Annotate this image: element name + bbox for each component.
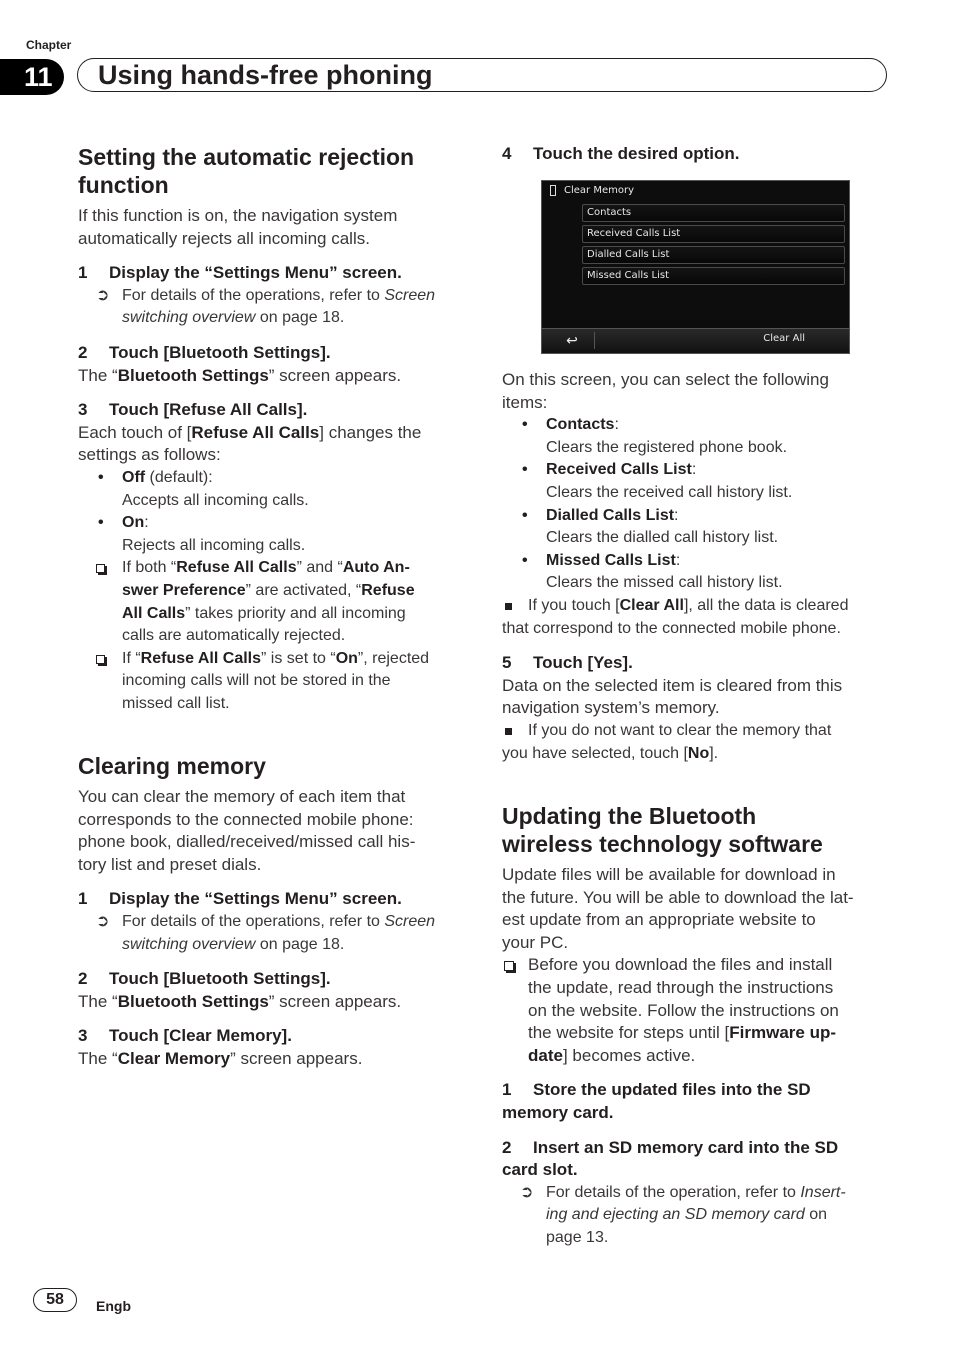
note-clear-all: If you touch [Clear All], all the data is cleared that correspond to the connected mobile phone. bbox=[502, 596, 849, 637]
option-on: • On: Rejects all incoming calls. bbox=[98, 514, 306, 554]
options-description bbox=[502, 369, 892, 765]
chapter-title: Using hands-free phoning bbox=[77, 58, 887, 92]
arrow-icon: ➲ bbox=[96, 286, 110, 304]
section-title: Updating the Bluetooth wireless technology software bbox=[502, 803, 823, 857]
screenshot-bottom-bar bbox=[542, 328, 849, 353]
step-2-body: The “Bluetooth Settings” screen appears. bbox=[78, 365, 402, 385]
note-before-download: Before you download the files and install the update, read through the instructions on the website. Follow the instructions on the website for steps until [Firmware up- date] becomes active. bbox=[502, 954, 892, 1067]
checkbox-icon bbox=[96, 655, 105, 664]
back-arrow-icon: ↩ bbox=[550, 332, 595, 349]
step-1: 1 Display the “Settings Menu” screen. bbox=[78, 889, 402, 909]
step-3: 3 Touch [Clear Memory]. bbox=[78, 1026, 292, 1046]
square-bullet-icon bbox=[505, 603, 512, 610]
option-contacts: • Contacts: Clears the registered phone book. bbox=[522, 416, 788, 456]
step-4 bbox=[502, 143, 892, 166]
page-number: 58 bbox=[33, 1288, 77, 1312]
step-5-body: Data on the selected item is cleared from this navigation system’s memory. bbox=[502, 675, 843, 718]
section-title: Clearing memory bbox=[78, 753, 266, 779]
section-clearing-memory bbox=[78, 752, 468, 1071]
screenshot-item-dialled: Dialled Calls List bbox=[582, 246, 845, 264]
step-1: 1 Store the updated files into the SD memory card. bbox=[502, 1080, 811, 1122]
section-intro: You can clear the memory of each item that corresponds to the connected mobile phone: phone book, dialled/received/missed call his- tory list and preset dials. bbox=[78, 787, 416, 874]
reference-note: ➲ For details of the operations, refer to Screen switching overview on page 18. bbox=[96, 286, 436, 327]
chapter-label: Chapter bbox=[26, 38, 72, 52]
step-2: 2 Insert an SD memory card into the SD card slot. bbox=[502, 1137, 839, 1180]
section-intro: Update files will be available for download in the future. You will be able to download the lat- est update from an appropriate website to your PC. bbox=[502, 865, 854, 952]
screenshot-item-received: Received Calls List bbox=[582, 225, 845, 243]
section-intro: If this function is on, the navigation system automatically rejects all incoming calls. bbox=[78, 206, 398, 248]
step-2: 2 Touch [Bluetooth Settings]. bbox=[78, 969, 331, 989]
step-1: 1 Display the “Settings Menu” screen. bbox=[78, 263, 402, 283]
option-received: • Received Calls List: Clears the received call history list. bbox=[522, 461, 793, 501]
options-intro: On this screen, you can select the following items: bbox=[502, 370, 829, 412]
note-missed-list: If “Refuse All Calls” is set to “On”, rejected incoming calls will not be stored in the missed call list. bbox=[78, 648, 468, 716]
reference-note: ➲ For details of the operation, refer to Insert- ing and ejecting an SD memory card on page 13. bbox=[520, 1183, 846, 1246]
screenshot-item-contacts: Contacts bbox=[582, 204, 845, 222]
note-cancel: If you do not want to clear the memory that you have selected, touch [No]. bbox=[502, 721, 832, 762]
chapter-number: 11 bbox=[0, 59, 64, 95]
step-5: 5 Touch [Yes]. bbox=[502, 653, 633, 673]
step-2-body: The “Bluetooth Settings” screen appears. bbox=[78, 991, 402, 1011]
section-automatic-rejection bbox=[78, 143, 468, 715]
step-3: 3 Touch [Refuse All Calls]. bbox=[78, 400, 308, 420]
checkbox-icon bbox=[96, 564, 105, 573]
arrow-icon: ➲ bbox=[520, 1183, 534, 1201]
note-priority: If both “Refuse All Calls” and “Auto An- swer Preference” are activated, “Refuse All Calls” takes priority and all incoming calls are automatically rejected. bbox=[78, 557, 468, 647]
screenshot-clear-all: Clear All bbox=[763, 333, 805, 344]
clear-memory-screenshot bbox=[541, 180, 850, 354]
section-title: Setting the automatic rejection function bbox=[78, 144, 415, 198]
reference-note: ➲ For details of the operations, refer to Screen switching overview on page 18. bbox=[96, 912, 436, 953]
step-4-heading: 4 Touch the desired option. bbox=[502, 144, 740, 163]
memory-icon bbox=[550, 185, 556, 196]
step-3-body: Each touch of [Refuse All Calls] changes the settings as follows: bbox=[78, 422, 422, 465]
square-bullet-icon bbox=[505, 728, 512, 735]
section-update-software bbox=[502, 802, 892, 1250]
option-dialled: • Dialled Calls List: Clears the dialled call history list. bbox=[522, 506, 779, 547]
arrow-icon: ➲ bbox=[96, 912, 110, 930]
option-missed: • Missed Calls List: Clears the missed call history list. bbox=[522, 551, 783, 592]
checkbox-icon bbox=[504, 961, 514, 971]
step-2: 2 Touch [Bluetooth Settings]. bbox=[78, 342, 331, 362]
option-off: • Off (default): Accepts all incoming calls. bbox=[98, 468, 309, 509]
screenshot-title: Clear Memory bbox=[564, 185, 634, 196]
language-code: Engb bbox=[96, 1298, 131, 1314]
step-3-body: The “Clear Memory” screen appears. bbox=[78, 1048, 363, 1068]
screenshot-item-missed: Missed Calls List bbox=[582, 267, 845, 285]
